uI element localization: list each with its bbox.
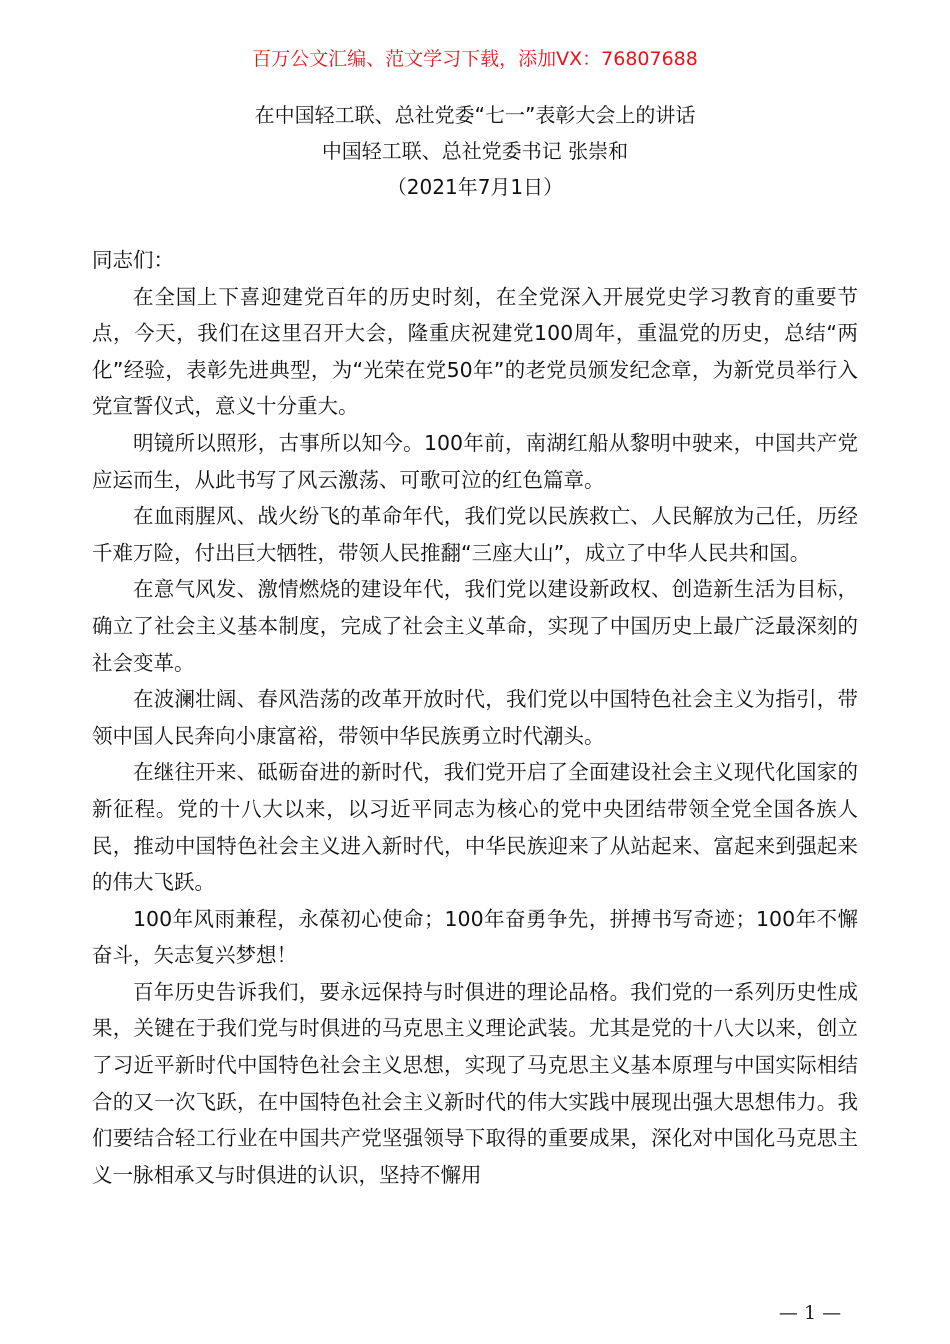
speech-title: 在中国轻工联、总社党委“七一”表彰大会上的讲话: [254, 103, 696, 127]
salutation: 同志们：: [92, 248, 174, 272]
paragraph: 百年历史告诉我们，要永远保持与时俱进的理论品格。我们党的一系列历史性成果，关键在于我们党与时俱进的马克思主义理论武装。尤其是党的十八大以来，创立了习近平新时代中国特色社会主义思想，实现了马克思主义基本原理与中国实际相结合的又一次飞跃，在中国特色社会主义新时代的伟大实践中展现出强大思想伟力。我们要结合轻工行业在中国共产党坚强领导下取得的重要成果，深化对中国化马克思主义一脉相承又与时俱进的认识，坚持不懈用: [92, 979, 858, 1187]
title-block: [0, 97, 950, 205]
paragraph: 明镜所以照形，古事所以知今。100年前，南湖红船从黎明中驶来，中国共产党应运而生，从此书写了风云激荡、可歌可泣的红色篇章。: [92, 430, 858, 492]
paragraph: 在血雨腥风、战火纷飞的革命年代，我们党以民族救亡、人民解放为己任，历经千难万险，付出巨大牺牲，带领人民推翻“三座大山”，成立了中华人民共和国。: [92, 504, 858, 565]
paragraph: 在意气风发、激情燃烧的建设年代，我们党以建设新政权、创造新生活为目标，确立了社会主义基本制度，完成了社会主义革命，实现了中国历史上最广泛最深刻的社会变革。: [92, 577, 858, 675]
paragraph: 在继往开来、砥砺奋进的新时代，我们党开启了全面建设社会主义现代化国家的新征程。党的十八大以来，以习近平同志为核心的党中央团结带领全党全国各族人民，推动中国特色社会主义进入新时代，中华民族迎来了从站起来、富起来到强起来的伟大飞跃。: [92, 760, 858, 895]
paragraph: 在全国上下喜迎建党百年的历史时刻，在全党深入开展党史学习教育的重要节点，今天，我们在这里召开大会，隆重庆祝建党100周年，重温党的历史，总结“两化”经验，表彰先进典型，为“光荣在党50年”的老党员颁发纪念章，为新党员举行入党宣誓仪式，意义十分重大。: [92, 284, 858, 419]
speech-body: [92, 242, 858, 1193]
paragraph: 100年风雨兼程，永葆初心使命；100年奋勇争先，拼搏书写奇迹；100年不懈奋斗，矢志复兴梦想！: [92, 906, 858, 968]
paragraph: 在波澜壮阔、春风浩荡的改革开放时代，我们党以中国特色社会主义为指引，带领中国人民奔向小康富裕，带领中华民族勇立时代潮头。: [92, 687, 858, 748]
speaker-line: 中国轻工联、总社党委书记 张崇和: [321, 139, 629, 163]
page-number: — 1 —: [778, 1302, 842, 1324]
promo-banner: 百万公文汇编、范文学习下载，添加VX：76807688: [252, 48, 698, 70]
speech-date: （2021年7月1日）: [386, 175, 564, 199]
